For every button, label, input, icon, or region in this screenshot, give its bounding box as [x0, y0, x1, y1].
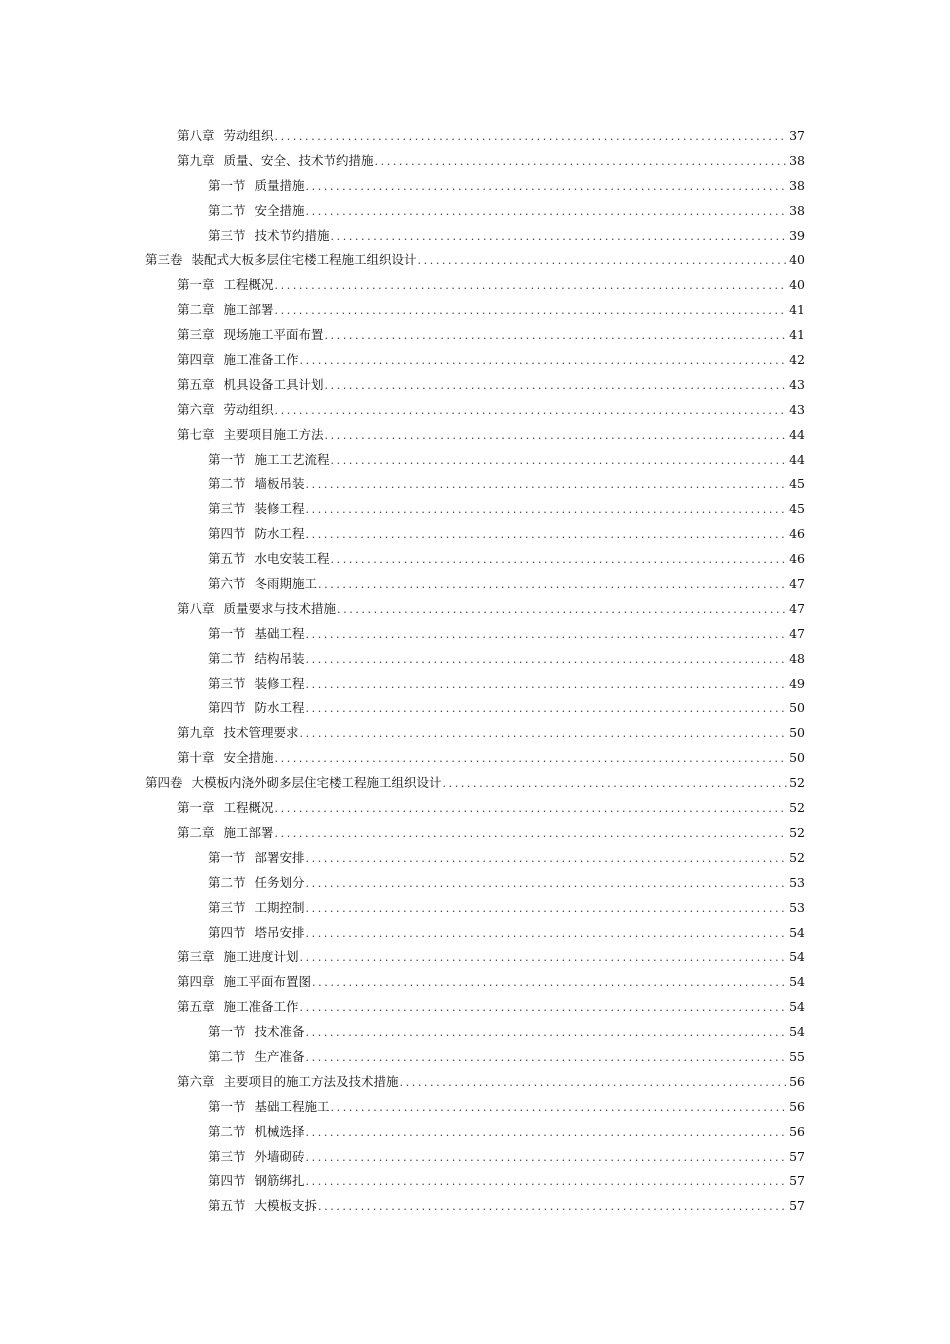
table-of-contents — [0, 124, 950, 1219]
toc-entry[interactable] — [0, 970, 950, 995]
toc-entry[interactable] — [0, 746, 950, 771]
dot-leader — [306, 498, 788, 523]
toc-entry-number: 第二节 — [208, 1048, 246, 1064]
toc-entry-page-number: 52 — [789, 800, 805, 816]
toc-entry-title: 机械选择 — [254, 1123, 305, 1139]
toc-entry-title: 安全措施 — [223, 750, 274, 766]
toc-entry-page-number: 50 — [789, 750, 805, 766]
toc-entry-title: 机具设备工具计划 — [223, 376, 324, 392]
dot-leader — [306, 697, 788, 722]
toc-entry-title: 防水工程 — [254, 526, 305, 542]
toc-entry-number: 第九章 — [177, 152, 215, 168]
toc-entry[interactable] — [0, 921, 950, 946]
toc-entry[interactable] — [0, 448, 950, 473]
toc-entry[interactable] — [0, 846, 950, 871]
toc-entry-title: 装配式大板多层住宅楼工程施工组织设计 — [191, 252, 417, 268]
toc-entry-page-number: 37 — [789, 128, 805, 143]
toc-entry-page-number: 50 — [789, 725, 805, 741]
toc-entry-page-number: 57 — [789, 1198, 805, 1214]
toc-entry-title: 外墙砌砖 — [254, 1148, 305, 1164]
toc-entry-title: 工程概况 — [223, 800, 274, 816]
toc-entry-number: 第二节 — [208, 476, 246, 492]
toc-entry-number: 第五节 — [208, 1198, 246, 1214]
toc-entry-number: 第四节 — [208, 1173, 246, 1189]
toc-entry-page-number: 56 — [789, 1123, 805, 1139]
dot-leader — [331, 1096, 788, 1121]
toc-entry-number: 第二节 — [208, 202, 246, 218]
dot-leader — [306, 847, 788, 872]
toc-entry-page-number: 46 — [789, 551, 805, 567]
dot-leader — [318, 573, 787, 598]
toc-entry-number: 第五章 — [177, 999, 215, 1015]
dot-leader — [306, 1121, 788, 1146]
toc-entry-number: 第四章 — [177, 352, 215, 368]
toc-entry-number: 第四卷 — [145, 775, 183, 791]
toc-entry-title: 工期控制 — [254, 899, 305, 915]
toc-entry-page-number: 54 — [789, 999, 805, 1015]
toc-entry[interactable] — [0, 248, 950, 273]
toc-entry-title: 施工工艺流程 — [254, 451, 330, 467]
dot-leader — [331, 449, 788, 474]
dot-leader — [306, 523, 788, 548]
toc-entry-number: 第三节 — [208, 501, 246, 517]
toc-entry-title: 墙板吊装 — [254, 476, 305, 492]
toc-entry-page-number: 42 — [789, 352, 805, 368]
toc-entry-title: 技术管理要求 — [223, 725, 299, 741]
toc-entry-page-number: 39 — [789, 227, 805, 243]
toc-entry-title: 部署安排 — [254, 849, 305, 865]
toc-entry-number: 第五节 — [208, 551, 246, 567]
toc-entry-number: 第一节 — [208, 451, 246, 467]
toc-entry[interactable] — [0, 1020, 950, 1045]
toc-entry[interactable] — [0, 821, 950, 846]
toc-entry-page-number: 47 — [789, 576, 805, 592]
toc-entry-page-number: 53 — [789, 874, 805, 890]
toc-entry-title: 施工准备工作 — [223, 352, 299, 368]
toc-entry-number: 第六章 — [177, 401, 215, 417]
dot-leader — [325, 424, 788, 449]
toc-entry-number: 第五章 — [177, 376, 215, 392]
dot-leader — [275, 747, 788, 772]
toc-entry[interactable] — [0, 1045, 950, 1070]
dot-leader — [300, 722, 788, 747]
toc-entry-page-number: 54 — [789, 924, 805, 940]
toc-entry[interactable] — [0, 348, 950, 373]
toc-entry-number: 第一章 — [177, 800, 215, 816]
toc-entry-number: 第六节 — [208, 576, 246, 592]
toc-entry-number: 第二节 — [208, 1123, 246, 1139]
toc-entry-title: 装修工程 — [254, 675, 305, 691]
toc-entry-title: 大模板支拆 — [254, 1198, 318, 1214]
toc-entry-number: 第三卷 — [145, 252, 183, 268]
toc-entry-title: 技术准备 — [254, 1024, 305, 1040]
dot-leader — [275, 822, 788, 847]
toc-entry-title: 基础工程施工 — [254, 1098, 330, 1114]
toc-entry[interactable] — [0, 1120, 950, 1145]
toc-entry-title: 安全措施 — [254, 202, 305, 218]
toc-entry-title: 防水工程 — [254, 700, 305, 716]
toc-entry-title: 施工准备工作 — [223, 999, 299, 1015]
toc-entry-number: 第二章 — [177, 824, 215, 840]
toc-entry-number: 第三节 — [208, 899, 246, 915]
toc-entry-number: 第三节 — [208, 227, 246, 243]
toc-entry[interactable] — [0, 696, 950, 721]
toc-entry-number: 第四节 — [208, 924, 246, 940]
toc-entry-page-number: 46 — [789, 526, 805, 542]
toc-entry-page-number: 40 — [789, 252, 805, 268]
toc-entry-title: 任务划分 — [254, 874, 305, 890]
dot-leader — [306, 897, 788, 922]
toc-entry-page-number: 45 — [789, 501, 805, 517]
dot-leader — [275, 797, 788, 822]
dot-leader — [275, 274, 788, 299]
toc-entry-title: 技术节约措施 — [254, 227, 330, 243]
toc-entry-title: 质量要求与技术措施 — [223, 600, 337, 616]
toc-entry[interactable] — [0, 547, 950, 572]
toc-entry-number: 第八章 — [177, 128, 215, 143]
toc-entry[interactable] — [0, 124, 950, 149]
toc-entry-page-number: 47 — [789, 600, 805, 616]
dot-leader — [306, 1146, 788, 1171]
toc-entry[interactable] — [0, 796, 950, 821]
dot-leader — [325, 324, 788, 349]
dot-leader — [300, 349, 788, 374]
dot-leader — [306, 922, 788, 947]
toc-entry-title: 主要项目的施工方法及技术措施 — [223, 1073, 399, 1089]
toc-entry-title: 现场施工平面布置 — [223, 327, 324, 343]
toc-entry-page-number: 56 — [789, 1098, 805, 1114]
toc-entry-number: 第九章 — [177, 725, 215, 741]
toc-entry[interactable] — [0, 323, 950, 348]
toc-entry-number: 第四节 — [208, 526, 246, 542]
dot-leader — [375, 150, 788, 175]
toc-entry[interactable] — [0, 1194, 950, 1219]
toc-entry-page-number: 44 — [789, 451, 805, 467]
toc-entry[interactable] — [0, 1145, 950, 1170]
toc-entry-page-number: 43 — [789, 401, 805, 417]
dot-leader — [306, 673, 788, 698]
toc-entry[interactable] — [0, 871, 950, 896]
dot-leader — [300, 996, 788, 1021]
toc-entry[interactable] — [0, 721, 950, 746]
toc-entry-page-number: 55 — [789, 1048, 805, 1064]
toc-entry[interactable] — [0, 1169, 950, 1194]
toc-entry[interactable] — [0, 149, 950, 174]
toc-entry[interactable] — [0, 1070, 950, 1095]
toc-entry-number: 第八章 — [177, 600, 215, 616]
toc-entry-title: 结构吊装 — [254, 650, 305, 666]
toc-entry-page-number: 52 — [789, 849, 805, 865]
toc-entry-page-number: 54 — [789, 974, 805, 990]
dot-leader — [306, 1046, 788, 1071]
toc-entry-title: 质量措施 — [254, 177, 305, 193]
toc-entry[interactable] — [0, 522, 950, 547]
toc-entry-page-number: 48 — [789, 650, 805, 666]
dot-leader — [275, 125, 788, 150]
dot-leader — [275, 299, 788, 324]
toc-entry[interactable] — [0, 572, 950, 597]
toc-entry-number: 第三章 — [177, 327, 215, 343]
dot-leader — [306, 1021, 788, 1046]
toc-entry-page-number: 50 — [789, 700, 805, 716]
toc-entry[interactable] — [0, 995, 950, 1020]
toc-entry-title: 质量、安全、技术节约措施 — [223, 152, 374, 168]
toc-entry-number: 第一节 — [208, 1098, 246, 1114]
toc-entry-page-number: 52 — [789, 775, 805, 791]
toc-entry-title: 水电安装工程 — [254, 551, 330, 567]
dot-leader — [306, 872, 788, 897]
dot-leader — [306, 648, 788, 673]
toc-entry[interactable] — [0, 398, 950, 423]
toc-entry-title: 劳动组织 — [223, 128, 274, 143]
toc-entry-page-number: 57 — [789, 1173, 805, 1189]
dot-leader — [300, 946, 788, 971]
dot-leader — [306, 200, 788, 225]
toc-entry-number: 第四章 — [177, 974, 215, 990]
toc-entry-number: 第一章 — [177, 277, 215, 293]
toc-entry[interactable] — [0, 771, 950, 796]
toc-entry[interactable] — [0, 174, 950, 199]
toc-entry-page-number: 44 — [789, 426, 805, 442]
toc-entry-page-number: 52 — [789, 824, 805, 840]
toc-entry[interactable] — [0, 672, 950, 697]
toc-entry-title: 施工部署 — [223, 302, 274, 318]
dot-leader — [331, 548, 788, 573]
toc-entry[interactable] — [0, 472, 950, 497]
toc-entry[interactable] — [0, 423, 950, 448]
toc-entry-title: 生产准备 — [254, 1048, 305, 1064]
toc-entry-page-number: 49 — [789, 675, 805, 691]
toc-entry-page-number: 41 — [789, 327, 805, 343]
toc-entry-title: 施工平面布置图 — [223, 974, 312, 990]
dot-leader — [318, 1195, 787, 1220]
toc-entry-page-number: 38 — [789, 202, 805, 218]
toc-entry-page-number: 54 — [789, 949, 805, 965]
dot-leader — [400, 1071, 788, 1096]
dot-leader — [306, 473, 788, 498]
dot-leader — [312, 971, 787, 996]
toc-entry[interactable] — [0, 647, 950, 672]
toc-entry-title: 施工部署 — [223, 824, 274, 840]
toc-entry-title: 钢筋绑扎 — [254, 1173, 305, 1189]
toc-entry-number: 第六章 — [177, 1073, 215, 1089]
toc-entry-number: 第七章 — [177, 426, 215, 442]
toc-entry-number: 第三章 — [177, 949, 215, 965]
toc-entry-page-number: 47 — [789, 625, 805, 641]
toc-entry[interactable] — [0, 896, 950, 921]
toc-entry-page-number: 56 — [789, 1073, 805, 1089]
dot-leader — [306, 1170, 788, 1195]
toc-entry[interactable] — [0, 497, 950, 522]
dot-leader — [337, 598, 787, 623]
dot-leader — [331, 225, 788, 250]
toc-entry-number: 第三节 — [208, 1148, 246, 1164]
toc-entry-title: 劳动组织 — [223, 401, 274, 417]
toc-entry-number: 第三节 — [208, 675, 246, 691]
toc-entry-number: 第十章 — [177, 750, 215, 766]
toc-entry-title: 基础工程 — [254, 625, 305, 641]
toc-entry-page-number: 53 — [789, 899, 805, 915]
toc-entry[interactable] — [0, 373, 950, 398]
dot-leader — [418, 249, 788, 274]
toc-entry-title: 主要项目施工方法 — [223, 426, 324, 442]
toc-entry[interactable] — [0, 597, 950, 622]
toc-entry[interactable] — [0, 273, 950, 298]
dot-leader — [306, 175, 788, 200]
toc-entry-page-number: 41 — [789, 302, 805, 318]
toc-entry-title: 施工进度计划 — [223, 949, 299, 965]
toc-entry-number: 第一节 — [208, 1024, 246, 1040]
toc-entry-page-number: 43 — [789, 376, 805, 392]
toc-entry[interactable] — [0, 298, 950, 323]
toc-entry[interactable] — [0, 945, 950, 970]
toc-entry-number: 第一节 — [208, 177, 246, 193]
dot-leader — [443, 772, 788, 797]
toc-entry-page-number: 38 — [789, 177, 805, 193]
toc-entry-title: 工程概况 — [223, 277, 274, 293]
toc-entry-number: 第一节 — [208, 849, 246, 865]
toc-entry-page-number: 54 — [789, 1024, 805, 1040]
dot-leader — [325, 374, 788, 399]
toc-entry[interactable] — [0, 199, 950, 224]
toc-entry-number: 第二节 — [208, 650, 246, 666]
toc-entry-title: 冬雨期施工 — [254, 576, 318, 592]
toc-entry-page-number: 57 — [789, 1148, 805, 1164]
toc-entry-number: 第二节 — [208, 874, 246, 890]
toc-entry-page-number: 38 — [789, 152, 805, 168]
toc-entry[interactable] — [0, 224, 950, 249]
toc-entry-title: 大模板内浇外砌多层住宅楼工程施工组织设计 — [191, 775, 442, 791]
toc-entry-title: 塔吊安排 — [254, 924, 305, 940]
toc-entry[interactable] — [0, 1095, 950, 1120]
dot-leader — [306, 623, 788, 648]
dot-leader — [275, 399, 788, 424]
toc-entry[interactable] — [0, 622, 950, 647]
toc-entry-page-number: 40 — [789, 277, 805, 293]
toc-entry-number: 第一节 — [208, 625, 246, 641]
toc-entry-number: 第四节 — [208, 700, 246, 716]
toc-entry-title: 装修工程 — [254, 501, 305, 517]
toc-entry-number: 第二章 — [177, 302, 215, 318]
toc-entry-page-number: 45 — [789, 476, 805, 492]
